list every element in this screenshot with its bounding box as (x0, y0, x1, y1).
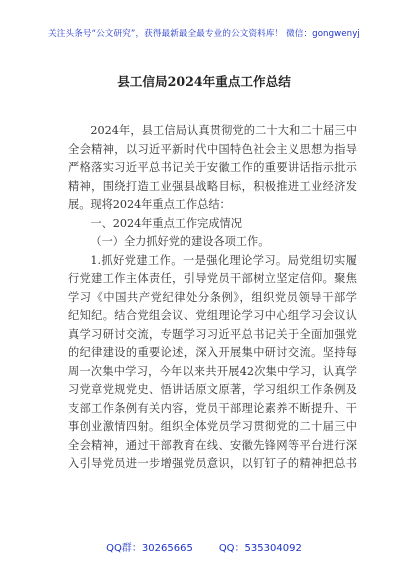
item-line: 真学习研讨交流，专题学习习近平总书记关于全面加强党 (68, 327, 357, 341)
item-line: 入引导党员进一步增强党员意识，以钉钉子的精神把总书 (68, 457, 357, 470)
item-line: 事创业激情四射。组织全体党员学习贯彻党的二十届三中 (68, 420, 357, 433)
footer-banner (0, 539, 408, 554)
item-line: 1.抓好党建工作。一是强化理论学习。局党组切实履 (90, 253, 357, 267)
document-body (68, 122, 357, 474)
item-line: 学习《中国共产党纪律处分条例》，组织党员领导干部学 (68, 290, 357, 304)
intro-line: 2024年，县工信局认真贯彻党的二十大和二十届三中 (90, 124, 357, 137)
item-line: 周一次集中学习，今年以来共开展42次集中学习，认真学 (68, 364, 357, 378)
item-line: 的纪律建设的重要论述，深入开展集中研讨交流。坚持每 (68, 346, 357, 359)
intro-line: 全会精神，以习近平新时代中国特色社会主义思想为指导 (68, 142, 357, 156)
header-banner: 关注头条号“公文研究”，获得最新最全最专业的公文资料库！ 微信：gongwenyj (48, 29, 360, 39)
item-line: 行党建工作主体责任，引导党员干部树立坚定信仰。聚焦 (68, 272, 357, 285)
subsection-heading: （一）全力抓好党的建设各项工作。 (90, 235, 270, 248)
item-paragraph (68, 252, 357, 474)
document-title: 县工信局2024年重点工作总结 (117, 74, 291, 89)
intro-line: 严格落实习近平总书记关于安徽工作的重要讲话指示批示 (68, 161, 357, 174)
footer-qq: QQ：535304092 (218, 543, 302, 554)
item-line: 全会精神，通过干部教育在线、安徽先锋网等平台进行深 (68, 438, 357, 452)
item-line: 支部工作条例有关内容，党员干部理论素养不断提升、干 (68, 401, 357, 415)
intro-line: 精神，围绕打造工业强县战略目标，积极推进工业经济发 (68, 179, 357, 193)
intro-paragraph (68, 122, 357, 215)
item-line: 习党章党规党史、悟讲话原文原著，学习组织工作条例及 (68, 383, 357, 396)
section-heading: 一、2024年重点工作完成情况 (90, 216, 242, 230)
intro-line: 展。现将2024年重点工作总结： (68, 198, 231, 211)
item-line: 纪知纪。结合党组会议、党组理论学习中心组学习会议认 (68, 309, 357, 322)
footer-qq-group: QQ群：30265665 (106, 543, 193, 554)
